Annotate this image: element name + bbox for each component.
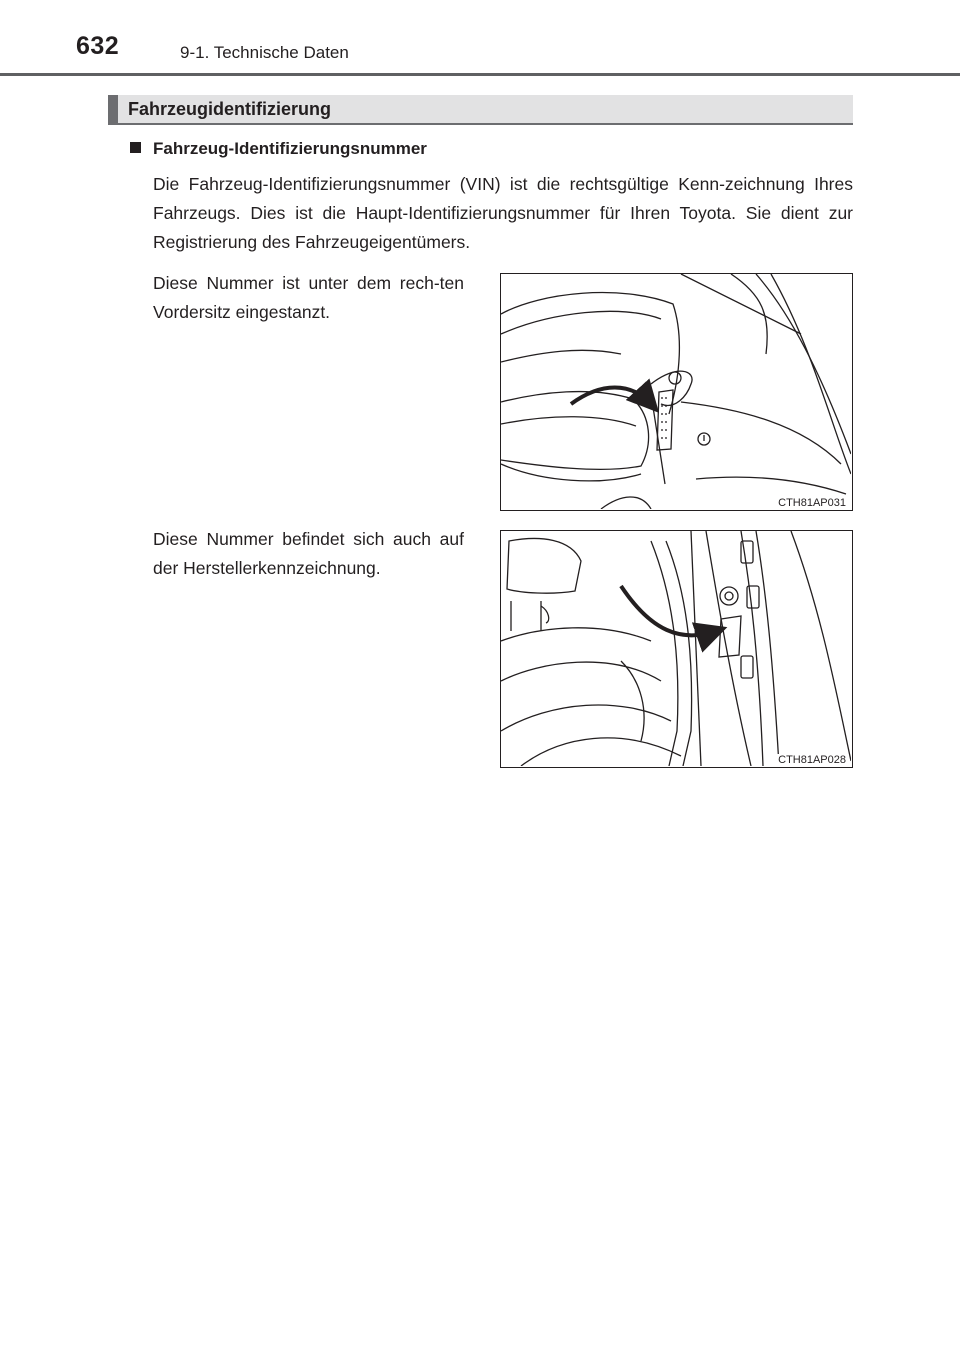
subsection-heading-text: Fahrzeug-Identifizierungsnummer [153,139,427,158]
seat-floor-illustration [501,274,851,509]
section-heading: Fahrzeugidentifizierung [128,99,332,119]
page-number: 632 [76,32,120,60]
subsection-heading [130,139,427,159]
chapter-title: 9-1. Technische Daten [180,43,349,62]
figure-manufacturer-label [500,530,853,768]
square-bullet-icon [130,142,141,153]
door-pillar-illustration [501,531,851,766]
vin-description-paragraph: Die Fahrzeug-Identifizierungsnummer (VIN) ist die rechtsgültige Kenn-zeichnung Ihres Fahrzeugs. Dies ist die Haupt-Identifizierungsnummer für Ihren Toyota. Sie dient zur Registrierung des Fahrzeugeigentümers. [153,174,853,252]
section-heading-bar [108,95,853,125]
figure-code-seat: CTH81AP031 [778,497,846,509]
figure-under-seat [500,273,853,511]
section-heading-accent [108,95,118,123]
location-text-label: Diese Nummer befindet sich auch auf der Herstellerkennzeichnung. [153,529,464,578]
header-rule [0,73,960,76]
figure-code-label: CTH81AP028 [778,754,846,766]
location-text-seat: Diese Nummer ist unter dem rech-ten Vordersitz eingestanzt. [153,273,464,322]
